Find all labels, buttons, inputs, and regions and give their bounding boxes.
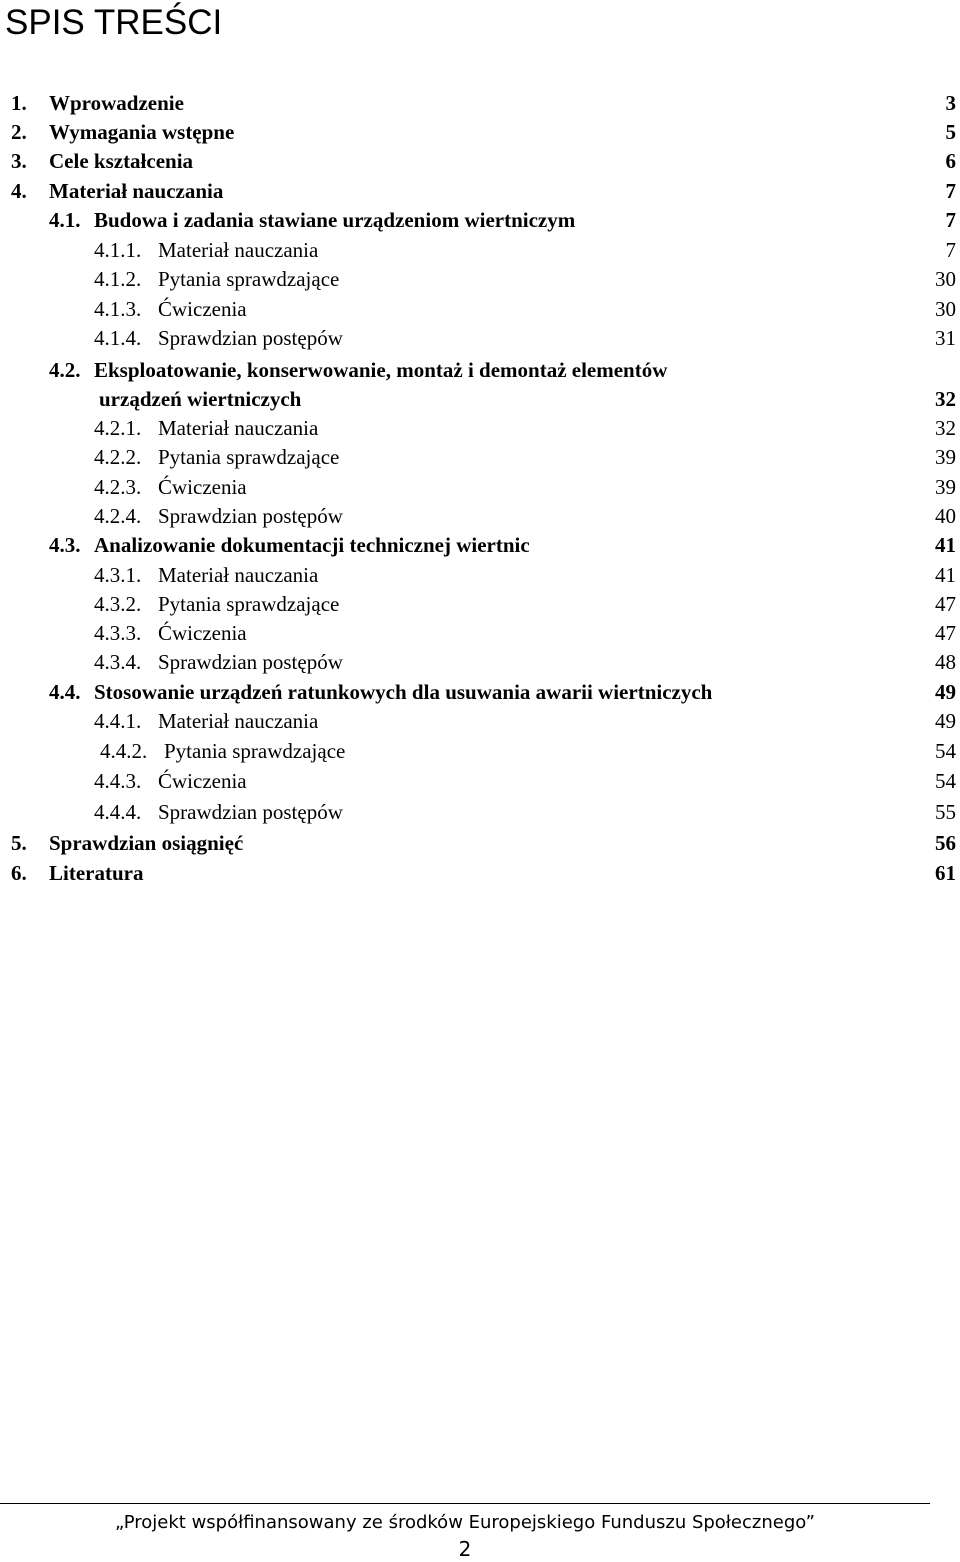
toc-entry-page: 47	[935, 621, 956, 645]
toc-entry-page: 61	[935, 861, 956, 885]
footer-funding-note: „Projekt współfinansowany ze środków Europejskiego Funduszu Społecznego”	[115, 1512, 815, 1533]
toc-entry	[0, 146, 960, 176]
toc-entry-number: 4.2.1.	[94, 416, 142, 440]
toc-entry-page: 40	[935, 504, 956, 528]
toc-entry-page: 39	[935, 475, 956, 499]
toc-entry-page: 56	[935, 831, 956, 855]
toc-entry-number: 6.	[11, 861, 27, 885]
toc-entry-page: 54	[935, 739, 956, 763]
toc-entry	[0, 205, 960, 235]
toc-entry-page: 7	[945, 238, 956, 262]
toc-entry	[0, 355, 960, 385]
toc-entry-label: Ćwiczenia	[158, 297, 247, 321]
toc-entry-label: Wymagania wstępne	[49, 120, 235, 144]
toc-entry-label: Analizowanie dokumentacji technicznej wiertnic	[94, 533, 530, 557]
toc-entry-page: 55	[935, 800, 956, 824]
toc-entry-number: 4.2.	[49, 358, 81, 382]
toc-entry	[0, 117, 960, 147]
toc-entry-number: 1.	[11, 91, 27, 115]
toc-entry-label: Pytania sprawdzające	[158, 267, 340, 291]
toc-entry-label: Pytania sprawdzające	[158, 445, 340, 469]
toc-entry-number: 4.3.4.	[94, 650, 142, 674]
toc-entry-number: 4.3.3.	[94, 621, 142, 645]
toc-entry-label: Literatura	[49, 861, 144, 885]
toc-entry-page: 41	[935, 533, 956, 557]
toc-entry-number: 4.1.	[49, 208, 81, 232]
toc-entry-number: 4.1.1.	[94, 238, 142, 262]
toc-entry-label: urządzeń wiertniczych	[99, 387, 302, 411]
toc-entry-label: Wprowadzenie	[49, 91, 184, 115]
toc-entry-page: 7	[945, 179, 956, 203]
toc-entry	[0, 647, 960, 677]
toc-entry-label: Cele kształcenia	[49, 149, 194, 173]
toc-entry-label: Sprawdzian osiągnięć	[49, 831, 244, 855]
toc-entry-number: 4.4.2.	[100, 739, 148, 763]
toc-entry-label: Materiał nauczania	[158, 709, 319, 733]
toc-entry-label: Pytania sprawdzające	[158, 592, 340, 616]
toc-entry	[0, 736, 960, 766]
toc-entry-page: 47	[935, 592, 956, 616]
toc-entry	[0, 442, 960, 472]
toc-entry-number: 4.2.3.	[94, 475, 142, 499]
toc-entry-page: 31	[935, 326, 956, 350]
toc-entry-page: 54	[935, 769, 956, 793]
toc-entry-page: 48	[935, 650, 956, 674]
toc-entry	[0, 766, 960, 796]
page-number: 2	[458, 1537, 472, 1561]
toc-entry	[0, 501, 960, 531]
toc-entry-page: 41	[935, 563, 956, 587]
toc-entry	[0, 706, 960, 736]
toc-entry-page: 5	[945, 120, 956, 144]
toc-entry-number: 4.4.1.	[94, 709, 142, 733]
toc-entry	[0, 235, 960, 265]
toc-entry-number: 3.	[11, 149, 27, 173]
toc-entry-number: 4.1.3.	[94, 297, 142, 321]
toc-entry-page: 32	[935, 416, 956, 440]
toc-entry-page: 30	[935, 267, 956, 291]
toc-entry-label: Materiał nauczania	[158, 416, 319, 440]
toc-entry-label: Pytania sprawdzające	[164, 739, 346, 763]
toc-entry-page: 32	[935, 387, 956, 411]
toc-entry-label: Materiał nauczania	[158, 563, 319, 587]
toc-entry-number: 4.4.3.	[94, 769, 142, 793]
toc-entry-label: Ćwiczenia	[158, 475, 247, 499]
toc-entry	[0, 677, 960, 707]
toc-entry-number: 4.2.4.	[94, 504, 142, 528]
toc-entry-number: 4.	[11, 179, 27, 203]
toc-entry	[0, 618, 960, 648]
toc-entry-label: Ćwiczenia	[158, 769, 247, 793]
toc-entry-number: 4.4.	[49, 680, 81, 704]
toc-entry-number: 4.2.2.	[94, 445, 142, 469]
toc-entry	[0, 530, 960, 560]
toc-entry-page: 3	[945, 91, 956, 115]
toc-entry-page: 7	[945, 208, 956, 232]
toc-entry-label: Sprawdzian postępów	[158, 800, 343, 824]
toc-entry-number: 4.1.2.	[94, 267, 142, 291]
toc-entry-label: Budowa i zadania stawiane urządzeniom wiertniczym	[94, 208, 576, 232]
toc-entry-number: 4.4.4.	[94, 800, 142, 824]
toc-entry-label: Stosowanie urządzeń ratunkowych dla usuwania awarii wiertniczych	[94, 680, 713, 704]
toc-entry	[0, 323, 960, 353]
toc-entry-page: 49	[935, 680, 956, 704]
toc-entry-number: 4.3.1.	[94, 563, 142, 587]
toc-entry-page: 49	[935, 709, 956, 733]
toc-entry-label: Eksploatowanie, konserwowanie, montaż i demontaż elementów	[94, 358, 668, 382]
toc-entry-label: Materiał nauczania	[158, 238, 319, 262]
toc-entry-label: Sprawdzian postępów	[158, 326, 343, 350]
toc-entry	[0, 858, 960, 888]
toc-entry	[0, 384, 960, 414]
toc-entry-label: Ćwiczenia	[158, 621, 247, 645]
toc-entry	[0, 88, 960, 118]
toc-entry-page: 30	[935, 297, 956, 321]
footer-divider	[0, 1503, 930, 1504]
toc-entry	[0, 413, 960, 443]
toc-entry-label: Materiał nauczania	[49, 179, 224, 203]
toc-entry	[0, 589, 960, 619]
toc-entry-label: Sprawdzian postępów	[158, 650, 343, 674]
toc-entry	[0, 828, 960, 858]
toc-entry	[0, 264, 960, 294]
toc-entry-page: 39	[935, 445, 956, 469]
toc-entry	[0, 797, 960, 827]
toc-entry-number: 2.	[11, 120, 27, 144]
toc-entry	[0, 294, 960, 324]
toc-entry-label: Sprawdzian postępów	[158, 504, 343, 528]
page-title: SPIS TREŚCI	[5, 3, 223, 42]
toc-entry-number: 4.3.	[49, 533, 81, 557]
toc-entry	[0, 560, 960, 590]
toc-entry	[0, 472, 960, 502]
toc-entry-number: 4.1.4.	[94, 326, 142, 350]
toc-entry-number: 5.	[11, 831, 27, 855]
toc-entry-page: 6	[945, 149, 956, 173]
toc-entry-number: 4.3.2.	[94, 592, 142, 616]
toc-entry	[0, 176, 960, 206]
